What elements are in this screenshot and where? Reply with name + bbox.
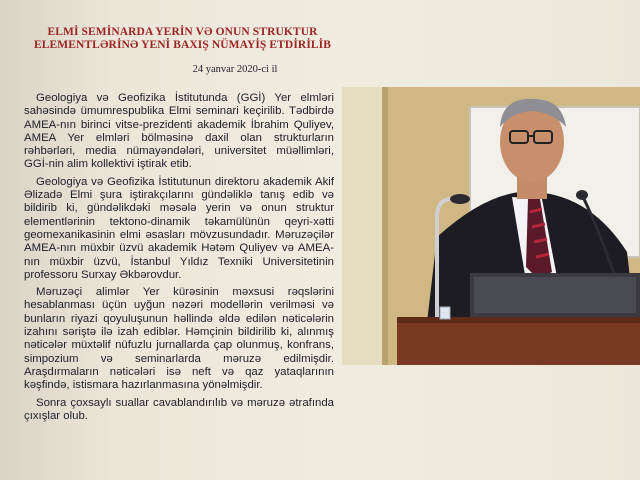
paragraph-1: Geologiya və Geofizika İstitutunda (GGİ) Yer elmləri sahəsində ümumrespublika Elmi seminari keçirilib. Tədbirdə AMEA-nın birinci vitse-prezidenti akademik İbrahim Quliyev, AMEA Yer elmləri bölməsinə daxil olan strukturların rəhbərləri, media nümayəndələri, universitet müəllimləri, GGİ-nin alim kollektivi iştirak etib. [24, 92, 334, 171]
article-date: 24 yanvar 2020-ci il [192, 64, 278, 75]
article-body [24, 92, 334, 427]
article-title-line1: ELMİ SEMİNARDA YERİN VƏ ONUN STRUKTUR [47, 26, 318, 38]
article-title-line2: ELEMENTLƏRİNƏ YENİ BAXIŞ NÜMAYİŞ ETDİRİLİB [33, 39, 332, 51]
speaker-illustration [342, 87, 640, 365]
paragraph-4: Sonra çoxsaylı suallar cavablandırılıb və məruzə ətrafında çıxışlar olub. [24, 396, 334, 422]
paragraph-2: Geologiya və Geofizika İstitutunun direktoru akademik Akif Əlizadə Elmi şura iştirakçılarını gündəliklə tanış edib və bildirib ki, gündəlikdəki məsələ yerin və onun struktur elementlərinin tektono-dinamik təkamülünün qeyri-xətti geomexanikasinin elmi əsasları mövzusundadır. Məruzəçilər AMEA-nın müxbir üzvü akademik Hətəm Quliyev və AMEA-nın müxbir üzvü, İstanbul Yıldız Texniki Universitetinin professoru Surxay Əkbərovdur. [24, 175, 334, 281]
article-title [0, 26, 365, 52]
paragraph-3: Məruzəçi alimlər Yer kürəsinin məxsusi rəqslərini hesablanması üçün uyğun nəzəri modellərin verilməsi və bunların riyazi qoyuluşunun həllində əldə edilən nəticələrin izahını səriştə ilə izah ediblər. Həmçinin bildirilib ki, alınmış nəticələr müxtəlif nüfuzlu jurnallarda çap olunmuş, konfrans, simpozium və seminarlarda məruzə edilmişdir. Araşdırmaların nəticələri isə neft və qaz yataqlarının kəşfində, istismara hazırlanmasına yönəlmişdir. [24, 286, 334, 392]
speaker-photo [342, 87, 640, 365]
